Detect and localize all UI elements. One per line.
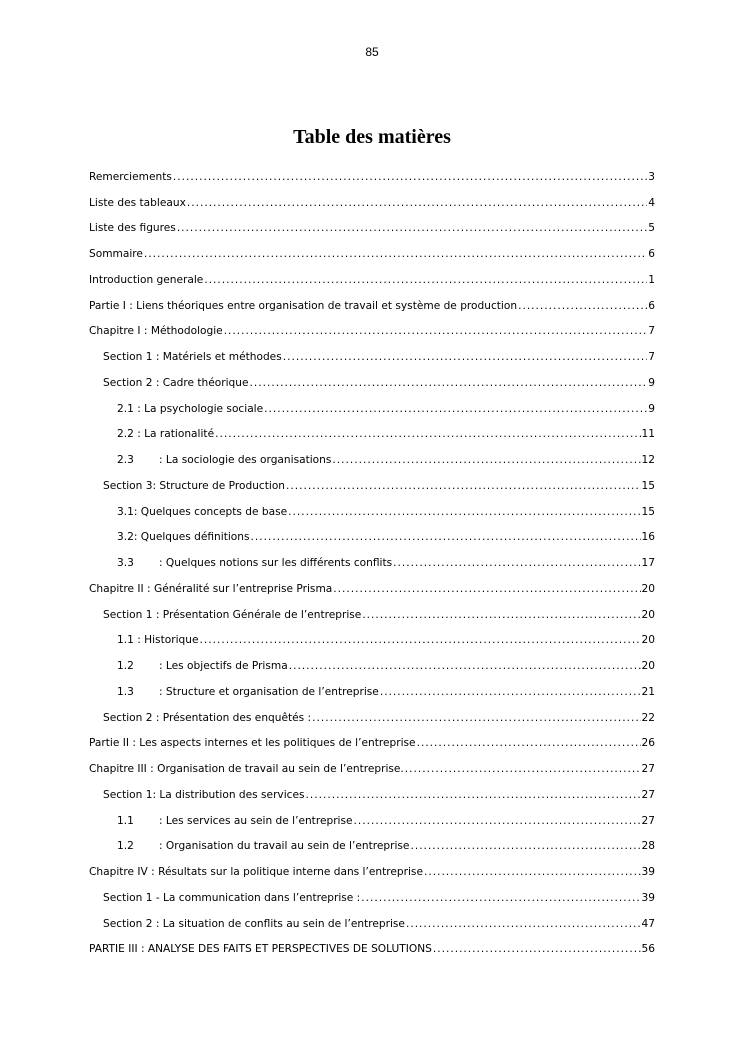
toc-entry-title: Introduction generale [89, 273, 204, 286]
toc-entry-title: : Organisation du travail au sein de l’entreprise [159, 840, 410, 853]
toc-entry-page: 7 [648, 351, 655, 364]
toc-entry[interactable] [89, 525, 655, 551]
toc-entry-number: 1.1 [117, 814, 134, 827]
dot-leader [410, 840, 640, 852]
toc-entry[interactable] [89, 705, 655, 731]
dot-leader [354, 815, 641, 827]
toc-entry-title: Liste des tableaux [89, 196, 186, 209]
toc-entry-page: 6 [648, 248, 655, 261]
toc-entry[interactable] [89, 267, 655, 293]
toc-entry-number: 1.3 [117, 685, 134, 698]
toc-entry-number: 1.2 [117, 660, 134, 673]
dot-leader [177, 222, 647, 234]
toc-entry[interactable] [89, 550, 655, 576]
toc-entry-title: 3.2: Quelques définitions [117, 531, 250, 544]
toc-entry-page: 17 [641, 557, 655, 570]
toc-entry-page: 56 [641, 943, 655, 956]
dot-leader [251, 531, 641, 543]
dot-leader [417, 737, 641, 749]
toc-entry-title: Section 2 : Présentation des enquêtés : [103, 711, 312, 724]
toc-entry-page: 12 [641, 454, 655, 467]
toc-entry-page: 5 [648, 222, 655, 235]
dot-leader [332, 454, 640, 466]
toc-entry-page: 20 [641, 634, 655, 647]
dot-leader [144, 248, 647, 260]
toc-entry[interactable] [89, 602, 655, 628]
toc-entry[interactable] [89, 782, 655, 808]
toc-entry-page: 27 [641, 814, 655, 827]
toc-entry-title: Section 1: La distribution des services [103, 788, 305, 801]
toc-entry[interactable] [89, 628, 655, 654]
toc-entry-title: Section 1 : Présentation Générale de l’entreprise [103, 608, 362, 621]
toc-entry-page: 20 [641, 660, 655, 673]
dot-leader [333, 583, 640, 595]
dot-leader [433, 943, 641, 955]
toc-entry-page: 22 [641, 711, 655, 724]
toc-entry[interactable] [89, 834, 655, 860]
dot-leader [405, 763, 641, 775]
toc-title: Table des matières [293, 126, 451, 148]
toc-entry-page: 27 [641, 763, 655, 776]
toc-entry-page: 21 [641, 685, 655, 698]
toc-entry-number: 1.2 [117, 840, 134, 853]
toc-entry-title: Section 3: Structure de Production [103, 479, 286, 492]
dot-leader [215, 428, 640, 440]
dot-leader [173, 171, 647, 183]
dot-leader [306, 789, 641, 801]
toc-entry-page: 4 [648, 196, 655, 209]
dot-leader [264, 403, 647, 415]
toc-entry-page: 11 [641, 428, 655, 441]
toc-entry-title: Chapitre III : Organisation de travail au sein de l’entreprise. [89, 763, 404, 776]
toc-entry[interactable] [89, 937, 655, 963]
toc-entry-title: : La sociologie des organisations [159, 454, 332, 467]
toc-entry[interactable] [89, 499, 655, 525]
toc-entry[interactable] [89, 370, 655, 396]
dot-leader [361, 892, 640, 904]
page-number: 85 [365, 45, 379, 59]
dot-leader [250, 377, 648, 389]
toc-entry[interactable] [89, 344, 655, 370]
toc-entry[interactable] [89, 653, 655, 679]
toc-entry[interactable] [89, 808, 655, 834]
dot-leader [289, 660, 641, 672]
dot-leader [199, 634, 640, 646]
dot-leader [312, 712, 640, 724]
dot-leader [204, 274, 647, 286]
toc-entry-title: : Les services au sein de l’entreprise [159, 814, 353, 827]
toc-entry[interactable] [89, 164, 655, 190]
toc-entry[interactable] [89, 422, 655, 448]
toc-entry[interactable] [89, 293, 655, 319]
toc-entry-title: Liste des figures [89, 222, 176, 235]
dot-leader [380, 686, 641, 698]
toc-entry[interactable] [89, 241, 655, 267]
toc-entry-page: 47 [641, 917, 655, 930]
toc-entry-page: 15 [641, 479, 655, 492]
toc-entry-title: Section 1 - La communication dans l’entreprise : [103, 891, 361, 904]
toc-entry-title: Partie I : Liens théoriques entre organisation de travail et système de production [89, 299, 518, 312]
toc-entry[interactable] [89, 679, 655, 705]
toc-entry-title: Partie II : Les aspects internes et les politiques de l’entreprise [89, 737, 416, 750]
table-of-contents [89, 164, 655, 962]
dot-leader [283, 351, 648, 363]
toc-entry[interactable] [89, 911, 655, 937]
toc-entry-page: 39 [641, 866, 655, 879]
toc-entry-title: Sommaire [89, 248, 143, 261]
toc-entry-page: 39 [641, 891, 655, 904]
toc-entry-title: Section 2 : Cadre théorique [103, 376, 249, 389]
toc-entry-page: 15 [641, 505, 655, 518]
toc-entry-number: 3.3 [117, 557, 134, 570]
dot-leader [286, 480, 640, 492]
dot-leader [187, 197, 647, 209]
toc-entry-title: 3.1: Quelques concepts de base [117, 505, 288, 518]
toc-entry-page: 28 [641, 840, 655, 853]
toc-entry-title: : Les objectifs de Prisma [159, 660, 288, 673]
dot-leader [288, 506, 640, 518]
toc-entry-page: 1 [648, 273, 655, 286]
toc-entry-title: 2.2 : La rationalité [117, 428, 215, 441]
toc-entry-title: PARTIE III : ANALYSE DES FAITS ET PERSPECTIVES DE SOLUTIONS [89, 943, 432, 956]
dot-leader [224, 325, 648, 337]
toc-entry[interactable] [89, 756, 655, 782]
toc-entry[interactable] [89, 731, 655, 757]
toc-entry-page: 20 [641, 608, 655, 621]
toc-entry-page: 6 [648, 299, 655, 312]
toc-entry-title: 1.1 : Historique [117, 634, 199, 647]
dot-leader [518, 300, 647, 312]
dot-leader [393, 557, 640, 569]
toc-entry-title: Section 1 : Matériels et méthodes [103, 351, 282, 364]
toc-entry[interactable] [89, 473, 655, 499]
toc-entry[interactable] [89, 447, 655, 473]
toc-entry-title: : Structure et organisation de l’entreprise [159, 685, 379, 698]
toc-entry-page: 9 [648, 402, 655, 415]
toc-entry-title: Chapitre II : Généralité sur l’entreprise Prisma [89, 582, 333, 595]
toc-entry-page: 26 [641, 737, 655, 750]
toc-entry-page: 16 [641, 531, 655, 544]
toc-entry-title: : Quelques notions sur les différents conflits [159, 557, 393, 570]
dot-leader [406, 918, 641, 930]
toc-entry[interactable] [89, 885, 655, 911]
toc-entry-page: 3 [648, 170, 655, 183]
toc-entry-number: 2.3 [117, 454, 134, 467]
toc-entry[interactable] [89, 319, 655, 345]
toc-entry-page: 20 [641, 582, 655, 595]
toc-entry-title: 2.1 : La psychologie sociale [117, 402, 264, 415]
toc-entry[interactable] [89, 396, 655, 422]
toc-entry-title: Chapitre IV : Résultats sur la politique interne dans l’entreprise [89, 866, 423, 879]
dot-leader [424, 866, 641, 878]
toc-entry-page: 9 [648, 376, 655, 389]
toc-entry-page: 7 [648, 325, 655, 338]
dot-leader [362, 609, 640, 621]
toc-entry[interactable] [89, 216, 655, 242]
toc-entry-page: 27 [641, 788, 655, 801]
toc-entry-title: Chapitre I : Méthodologie [89, 325, 223, 338]
toc-entry[interactable] [89, 190, 655, 216]
toc-entry-title: Section 2 : La situation de conflits au sein de l’entreprise [103, 917, 405, 930]
toc-entry[interactable] [89, 576, 655, 602]
toc-entry-title: Remerciements [89, 170, 172, 183]
toc-entry[interactable] [89, 859, 655, 885]
